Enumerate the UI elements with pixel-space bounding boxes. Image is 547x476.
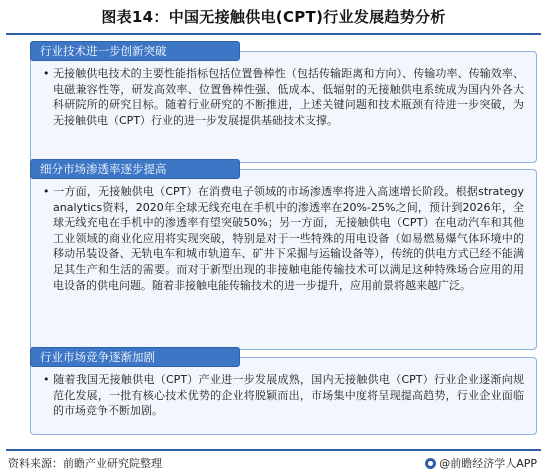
bullet-marker: • (43, 373, 50, 386)
title-divider (6, 33, 541, 35)
bullet-marker: • (43, 185, 50, 198)
section-heading: 行业市场竞争逐渐加剧 (30, 347, 240, 367)
figure-title: 图表14：中国无接触供电(CPT)行业发展趋势分析 (101, 8, 446, 26)
source-note: 资料来源：前瞻产业研究院整理 (8, 457, 162, 470)
bullet-marker: • (43, 67, 50, 80)
section-content-box (30, 169, 537, 350)
section-tech-innovation (30, 41, 537, 163)
brand-text: @前瞻经济学人APP (439, 457, 537, 470)
brand-attribution (425, 455, 537, 471)
section-body (43, 372, 524, 419)
footer-divider (6, 449, 541, 451)
section-market-competition (30, 347, 537, 435)
section-body-text: 无接触供电技术的主要性能指标包括位置鲁棒性（包括传输距离和方向）、传输功率、传输效率、电磁兼容性等，研发高效率、位置鲁棒性强、低成本、低辐射的无接触供电系统成为国内外各大科研院所的研究目标。随着行业研究的不断推进，上述关键问题和技术瓶颈有待进一步突破，为无接触供电（CPT）行业的进一步发展提供基础技术支撑。 (53, 67, 524, 127)
brand-logo-icon (425, 458, 436, 469)
section-body (43, 184, 524, 293)
section-content-box (30, 357, 537, 435)
section-heading: 细分市场渗透率逐步提高 (30, 159, 240, 179)
section-body (43, 66, 524, 128)
section-body-text: 随着我国无接触供电（CPT）产业进一步发展成熟，国内无接触供电（CPT）行业企业逐渐向规范化发展，一批有核心技术优势的企业将脱颖而出，市场集中度将呈现提高趋势，行业企业面临的市场竞争不断加剧。 (53, 373, 524, 418)
section-body-text: 一方面，无接触供电（CPT）在消费电子领域的市场渗透率将进入高速增长阶段。根据strategy analytics资料，2020年全球无线充电在手机中的渗透率在20%-25%之间，预计到2026年，全球无线充电在手机中的渗透率有望突破50%；另一方面，无接触供电（CPT）在电动汽车和其他工业领域的商业化应用将实现突破，特别是对于一些特殊的用电设备（如易燃易爆气体环境中的移动吊装设备、无轨电车和城市轨道车、矿井下采掘与运输设备等），传统的供电方式已经不能满足其生产和生活的需要。而对于新型出现的非接触电能传输技术可以满足这种特殊场合应用的用电设备的供电问题。随着非接触电能传输技术的进一步提升，应用前景将越来越广泛。 (53, 185, 524, 292)
section-heading: 行业技术进一步创新突破 (30, 41, 240, 61)
section-market-penetration (30, 159, 537, 350)
section-content-box (30, 51, 537, 163)
